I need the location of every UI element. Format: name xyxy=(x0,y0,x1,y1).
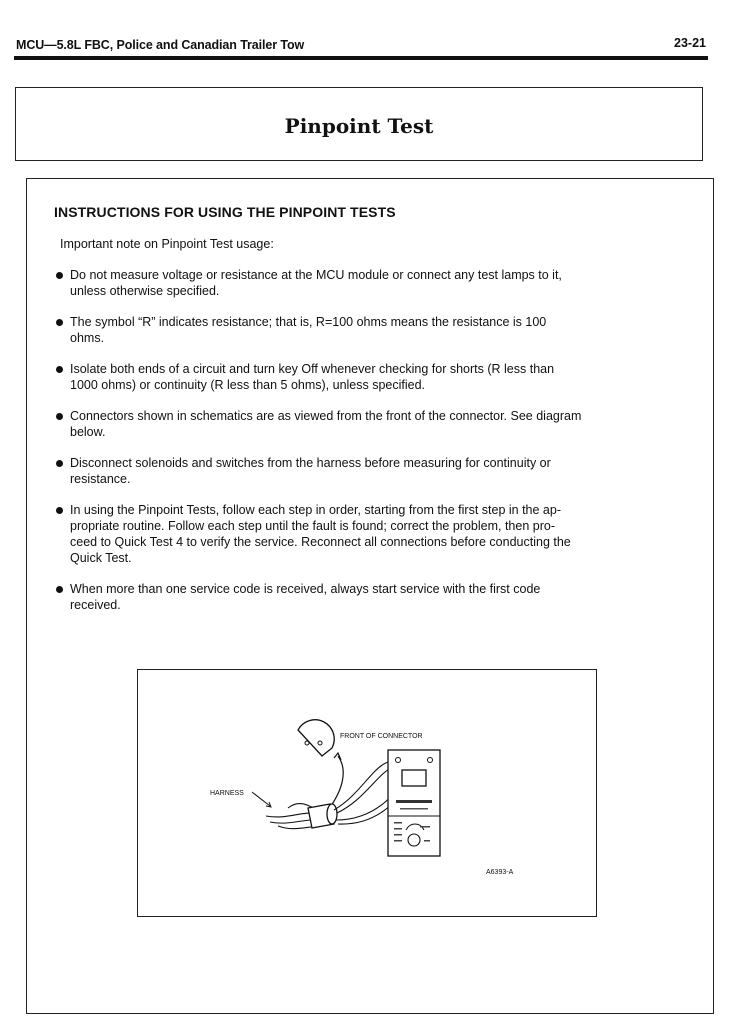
bullet-line: Do not measure voltage or resistance at the MCU module or connect any test lamps to it, xyxy=(70,268,562,282)
bullet-line: The symbol “R” indicates resistance; that is, R=100 ohms means the resistance is 100 xyxy=(70,315,547,329)
harness-label: HARNESS xyxy=(210,790,244,797)
bullet-line: When more than one service code is received, always start service with the first code xyxy=(70,582,541,596)
bullet-line: ohms. xyxy=(70,331,105,345)
bullet-item xyxy=(55,581,685,613)
bullet-line: In using the Pinpoint Tests, follow each step in order, starting from the first step in the ap- xyxy=(70,503,562,517)
header-rule xyxy=(14,56,708,60)
front-of-connector-label: FRONT OF CONNECTOR xyxy=(340,733,423,740)
connector-figure xyxy=(137,669,597,917)
connector-pin xyxy=(305,741,309,745)
connector-face xyxy=(298,720,334,756)
bullet-dot xyxy=(56,413,63,420)
bullet-line: unless otherwise specified. xyxy=(70,284,220,298)
bullet-line: Isolate both ends of a circuit and turn key Off whenever checking for shorts (R less than xyxy=(70,362,555,376)
view-arrow xyxy=(328,756,343,810)
instructions-box xyxy=(26,178,714,1014)
bullet-dot xyxy=(56,366,63,373)
page-number: 23-21 xyxy=(674,36,706,50)
bullet-list xyxy=(55,267,685,613)
connector-plug-end xyxy=(327,804,337,824)
bullet-dot xyxy=(56,586,63,593)
bullet-item xyxy=(55,267,685,299)
harness-pointer xyxy=(252,792,270,806)
header-title: MCU—5.8L FBC, Police and Canadian Trailer Tow xyxy=(16,38,305,52)
page-header xyxy=(14,36,708,58)
bullet-line: Disconnect solenoids and switches from the harness before measuring for continuity or xyxy=(70,456,551,470)
bullet-dot xyxy=(56,319,63,326)
page-title: Pinpoint Test xyxy=(284,114,434,138)
bullet-line: Connectors shown in schematics are as viewed from the front of the connector. See diagram xyxy=(70,409,582,423)
bullet-line: resistance. xyxy=(70,472,131,486)
bullet-line: Quick Test. xyxy=(70,551,132,565)
bullet-item xyxy=(55,314,685,346)
bullet-item xyxy=(55,408,685,440)
instructions-heading: INSTRUCTIONS FOR USING THE PINPOINT TESTS xyxy=(54,204,396,220)
bullet-item xyxy=(55,502,685,566)
connector-pin xyxy=(318,741,322,745)
bullet-dot xyxy=(56,460,63,467)
bullet-item xyxy=(55,455,685,487)
bullet-line: received. xyxy=(70,598,121,612)
bullet-dot xyxy=(56,272,63,279)
figure-id: A6393-A xyxy=(486,869,514,876)
title-box xyxy=(15,87,703,161)
bullet-line: ceed to Quick Test 4 to verify the service. Reconnect all connections before conducting the xyxy=(70,535,571,549)
connector-diagram xyxy=(138,670,598,918)
bullet-line: propriate routine. Follow each step until the fault is found; correct the problem, then pro- xyxy=(70,519,555,533)
meter-display xyxy=(402,770,426,786)
bullet-line: below. xyxy=(70,425,106,439)
note-intro: Important note on Pinpoint Test usage: xyxy=(60,237,274,251)
bullet-line: 1000 ohms) or continuity (R less than 5 ohms), unless specified. xyxy=(70,378,426,392)
bullet-dot xyxy=(56,507,63,514)
bullet-item xyxy=(55,361,685,393)
